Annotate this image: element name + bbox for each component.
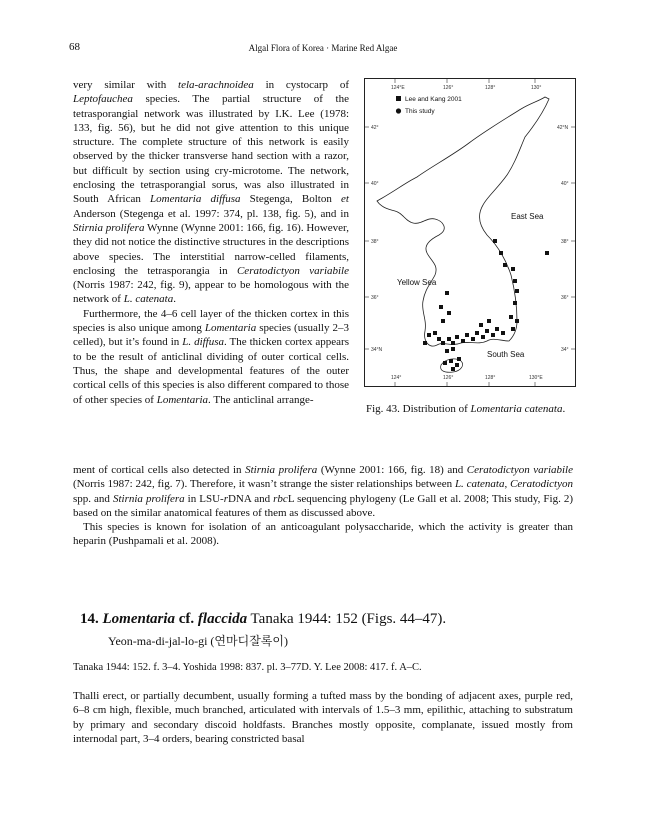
right-tick-3: 36°	[561, 295, 569, 301]
peninsula-outline	[377, 97, 549, 346]
right-tick-1: 40°	[561, 181, 569, 187]
figure-caption: Fig. 43. Distribution of Lomentaria catenata.	[366, 403, 566, 415]
top-tick-3: 130°	[531, 85, 542, 91]
right-tick-2: 38°	[561, 239, 569, 245]
bottom-tick-3: 130°E	[529, 375, 543, 381]
left-tick-4: 34°N	[371, 347, 383, 353]
korea-map-svg	[365, 79, 575, 386]
paragraph-cortex: Furthermore, the 4–6 cell layer of the thicken cortex in this species is also unique among Lomentaria species (usually 2–3 celled), but it’s found in L. diffusa. The thicken cortex appears to be the result of anticlinal dividing of outer cortical cells. Thus, the shape and developmental features of the outer cortical cells of this species is also different compared to those of other species of Lomentaria. The anticlinal arrange-	[73, 307, 349, 406]
distribution-map	[364, 78, 576, 387]
top-tick-1: 126°	[443, 85, 454, 91]
citation-line: Tanaka 1944: 152. f. 3–4. Yoshida 1998: 837. pl. 3–77D. Y. Lee 2008: 417. f. A–C.	[73, 662, 422, 673]
paragraph-anticoagulant: This species is known for isolation of an anticoagulant polysaccharide, which the activity is greater than heparin (Pushpamali et al. 2008).	[73, 521, 573, 548]
bottom-tick-0: 124°	[391, 375, 402, 381]
legend-square-marker	[396, 96, 401, 101]
korean-name: Yeon-ma-di-jal-lo-gi (연마디잘록이)	[108, 634, 288, 648]
top-tick-0: 124°E	[391, 85, 405, 91]
top-tick-2: 128°	[485, 85, 496, 91]
bottom-tick-2: 128°	[485, 375, 496, 381]
full-width-text	[73, 463, 573, 549]
label-east-sea: East Sea	[511, 212, 544, 221]
description-paragraph: Thalli erect, or partially decumbent, usually forming a tufted mass by the bonding of adjacent axes, purple red, 6–8 cm high, flexible, much branched, articulated with intervals of 1.5–3 mm, epilithic, attaching to substratum by primary and secondary discoid holdfasts. Branches mostly opposite, complanate, issued mostly from internodal part, 3–4 orders, bearing constricted basal	[73, 690, 573, 745]
right-tick-4: 34°	[561, 347, 569, 353]
left-tick-2: 38°	[371, 239, 379, 245]
left-tick-0: 42°	[371, 125, 379, 131]
bottom-tick-1: 126°	[443, 375, 454, 381]
legend-circle-marker	[396, 108, 401, 113]
label-yellow-sea: Yellow Sea	[397, 278, 437, 287]
left-tick-3: 36°	[371, 295, 379, 301]
legend-lee-kang: Lee and Kang 2001	[405, 96, 462, 103]
paragraph-anticlinal: ment of cortical cells also detected in Stirnia prolifera (Wynne 2001: 166, fig. 18) and Ceratodictyon variabile (Norris 1987: 242, fig. 7). Therefore, it wasn’t strange the sister relationships between L. catenata, Ceratodictyon spp. and Stirnia prolifera in LSU-rDNA and rbcL sequencing phylogeny (Le Gall et al. 2008; This study, Fig. 2) based on the similar anatomical features of them as discussed above.	[73, 464, 574, 519]
running-title: Algal Flora of Korea · Marine Red Algae	[248, 43, 398, 53]
paragraph-network: very similar with tela-arachnoidea in cystocarp of Leptofauchea species. The partial structure of the tetrasporangial network was illustrated by I.K. Lee (1978: 133, fig. 56), but he did not give attention to this unique structure. The complete structure of this network is easily observed by the thicker transverse hand section with a razor, but difficult by section using cry-microtome. The network, enclosing the tetrasporangial sorus, was also illustrated in South African Lomentaria diffusa Stegenga, Bolton et Anderson (Stegenga et al. 1997: 374, pl. 138, fig. 5), and in Stirnia prolifera Wynne (Wynne 2001: 166, fig. 16). However, they did not notice the distinctive structures in the descriptions above species. The interstitial narrow-celled filaments, enclosing the tetrasporangia in Ceratodictyon variabile (Norris 1987: 242, fig. 9), appear to be homologous with the network of L. catenata.	[73, 79, 349, 306]
page-number: 68	[69, 41, 80, 53]
right-tick-0: 42°N	[557, 125, 569, 131]
left-tick-1: 40°	[371, 181, 379, 187]
left-column-text	[73, 78, 349, 407]
label-south-sea: South Sea	[487, 350, 525, 359]
legend-this-study: This study	[405, 108, 435, 115]
species-heading: 14. Lomentaria cf. flaccida Tanaka 1944: 152 (Figs. 44–47).	[80, 611, 447, 627]
distribution-markers	[423, 239, 549, 371]
